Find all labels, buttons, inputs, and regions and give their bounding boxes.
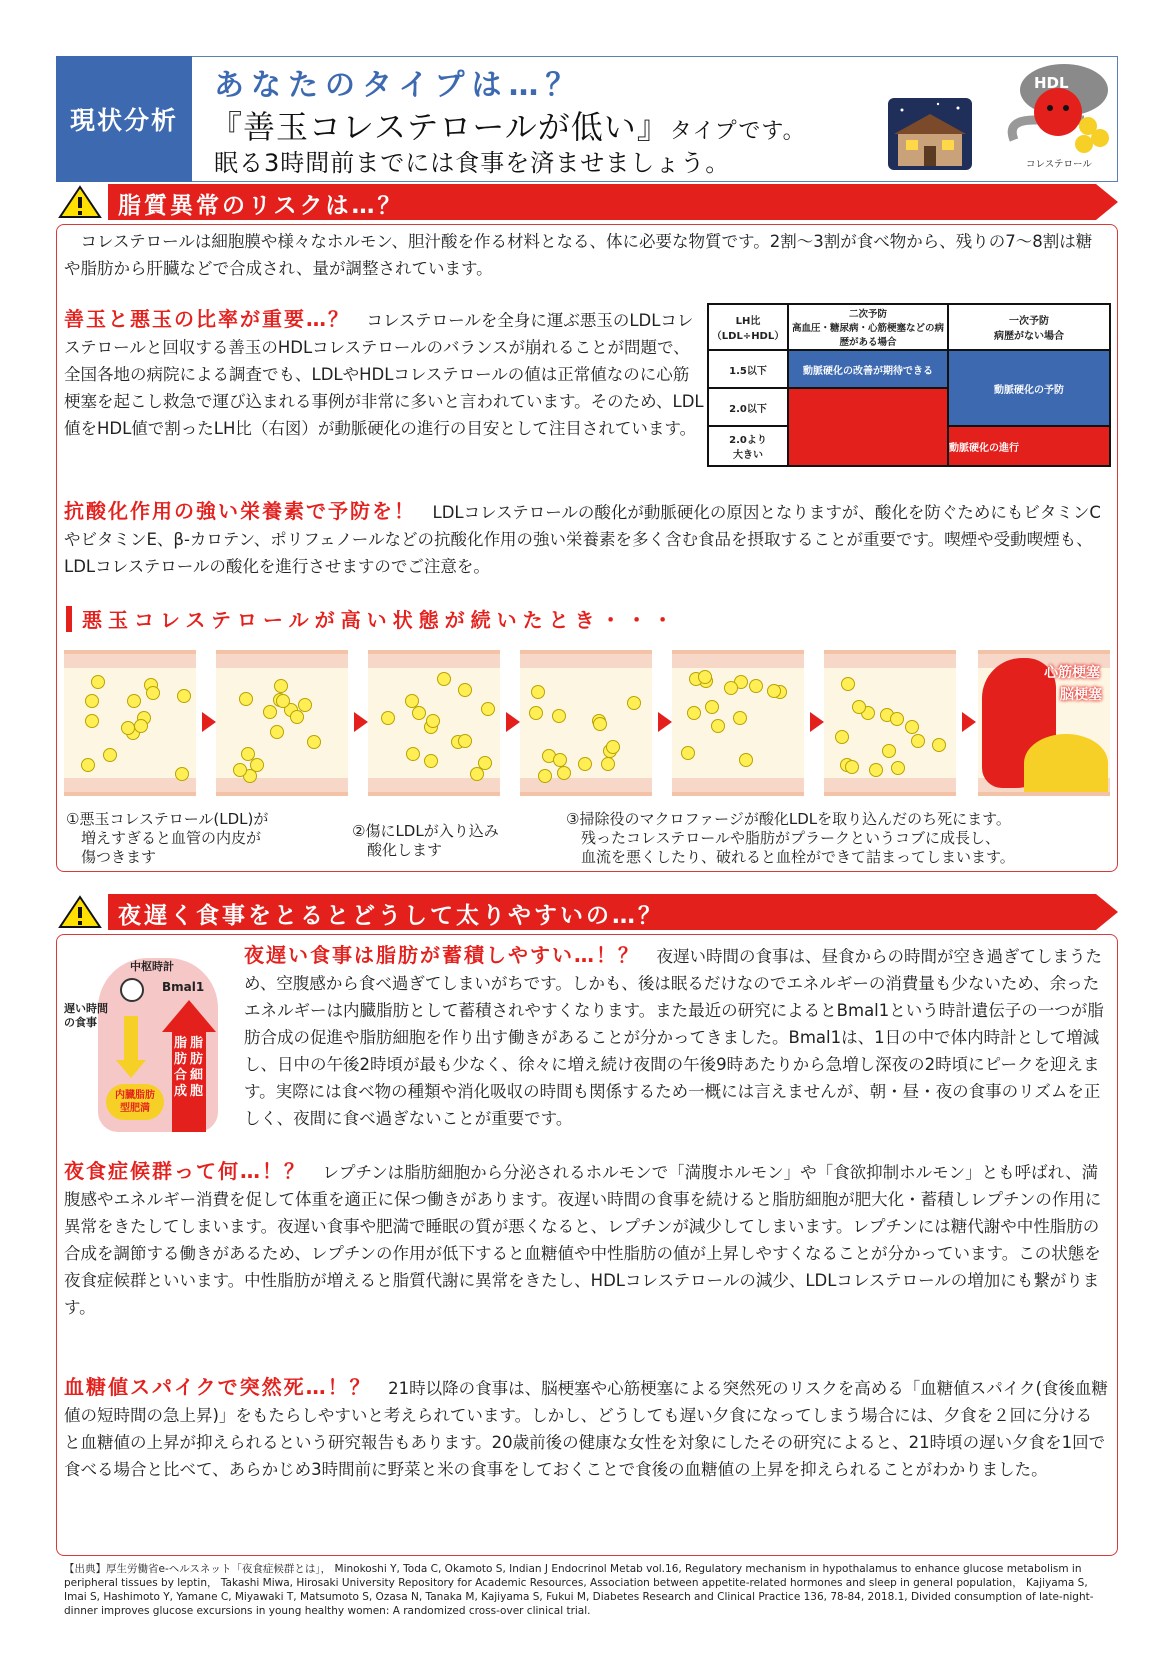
ldl-particle — [529, 706, 543, 720]
late-meal-label: 遅い時間 の食事 — [64, 1002, 108, 1029]
subheading-bar — [66, 606, 72, 632]
lh-cell-improve: 動脈硬化の改善が期待できる — [788, 350, 948, 388]
infarction-label-brain: 脳梗塞 — [1060, 687, 1102, 703]
ldl-particle — [127, 694, 141, 708]
stage-caption-3: ③掃除役のマクロファージが酸化LDLを取り込んだのち死にます。 残ったコレステロールや脂肪がプラークというコブに成長し、 血流を悪くしたり、破れると血栓ができて詰まってしまいます。 — [566, 810, 1015, 866]
ldl-particle — [932, 738, 946, 752]
night-house-illustration — [888, 98, 972, 170]
ldl-particle — [711, 719, 725, 733]
references: 【出典】厚生労働省e-ヘルスネット「夜食症候群とは」， Minokoshi Y, Toda C, Okamoto S, Indian J Endocrinol Metab vol.16, Regulatory mechanism in hypothalamus to enhance glucose metabolism in peripheral tissues by leptin， Takashi Miwa, Hirosaki University Repository for Academic Resources, Association between appetite-related hormones and sleep in general population， Kajiyama S, Imai S, Hashimoto Y, Yamane C, Miyawaki T, Matsumoto S, Ozasa N, Tanaka M, Kajiyama S, Fukui M, Diabetes Research and Clinical Practice 136, 78-84, 2018.1, Divided consumption of late-night-dinner improves glucose excursions in young healthy women: A randomized cross-over clinical trial. — [64, 1563, 1094, 1617]
ldl-particle — [412, 706, 426, 720]
hdl-badge-text: HDL — [1034, 74, 1069, 92]
ldl-particle — [424, 754, 438, 768]
ldl-particle — [177, 689, 191, 703]
visceral-obesity-badge: 内臓脂肪 型肥満 — [106, 1084, 164, 1120]
ldl-particle — [175, 767, 189, 781]
antioxidant-paragraph — [64, 498, 1108, 580]
figure-float — [64, 942, 244, 1122]
header-label: 現状分析 — [56, 56, 192, 182]
night-eating-paragraph — [64, 1158, 1108, 1321]
section2-banner — [56, 894, 1118, 930]
lh-header-ratio: LH比 （LDL÷HDL） — [708, 304, 788, 350]
ldl-particle — [578, 757, 592, 771]
bmal1-label: Bmal1 — [162, 980, 205, 994]
ldl-particle — [687, 706, 701, 720]
ldl-particle — [905, 720, 919, 734]
ldl-particle — [841, 677, 855, 691]
ldl-particle — [103, 748, 117, 762]
antioxidant-heading: 抗酸化作用の強い栄養素で予防を！ — [64, 499, 416, 523]
vessel-diagram — [64, 650, 1112, 800]
ldl-particle — [91, 675, 105, 689]
ldl-particle — [406, 747, 420, 761]
infarction-label-heart: 心筋梗塞 — [1044, 665, 1100, 681]
ldl-particle — [276, 694, 290, 708]
ldl-particle — [263, 705, 277, 719]
ldl-particle — [767, 684, 781, 698]
ldl-particle — [890, 712, 904, 726]
ldl-particle — [121, 721, 135, 735]
ldl-particle — [606, 740, 620, 754]
late-meal-paragraph — [64, 942, 1108, 1132]
ldl-high-subheading: 悪玉コレステロールが高い状態が続いたとき・・・ — [82, 608, 679, 632]
ldl-particle — [437, 672, 451, 686]
ldl-particle — [882, 744, 896, 758]
lh-row-2-0: 2.0以下 — [708, 388, 788, 426]
lh-header-secondary: 二次予防 高血圧・糖尿病・心筋梗塞などの病歴がある場合 — [788, 304, 948, 350]
hdl-character-illustration — [1004, 60, 1112, 172]
ratio-heading: 善玉と悪玉の比率が重要…？ — [64, 307, 350, 331]
ldl-particle — [81, 758, 95, 772]
ldl-particle — [869, 763, 883, 777]
ldl-particle — [134, 719, 148, 733]
section1-banner — [56, 184, 1118, 220]
stage-caption-1: ①悪玉コレステロール(LDL)が 増えすぎると血管の内皮が 傷つきます — [66, 810, 269, 866]
ldl-particle — [85, 694, 99, 708]
ldl-particle — [531, 685, 545, 699]
ldl-particle — [891, 761, 905, 775]
ldl-particle — [557, 766, 571, 780]
glucose-spike-heading: 血糖値スパイクで突然死…！？ — [64, 1375, 372, 1399]
ldl-particle — [749, 679, 763, 693]
ldl-particle — [845, 760, 859, 774]
ldl-particle — [835, 730, 849, 744]
cholesterol-label: コレステロール — [1026, 159, 1092, 170]
ldl-particle — [911, 734, 925, 748]
ldl-particle — [538, 769, 552, 783]
ldl-particle — [270, 725, 284, 739]
ratio-paragraph — [64, 306, 704, 442]
ldl-particle — [681, 746, 695, 760]
ldl-particle — [250, 758, 264, 772]
ldl-particle — [458, 683, 472, 697]
late-meal-text: 夜遅い時間の食事は、昼食からの時間が空き過ぎてしまうため、空腹感から食べ過ぎてしまいがちです。しかも、後は眠るだけなのでエネルギーの消費量も少ないため、余ったエネルギーは内臓脂肪として蓄積されやすくなります。また最近の研究によるとBmal1という時計遺伝子の一つが脂肪合成の促進や脂肪細胞を作り出す働きがあることが分かってきました。Bmal1は、1日の中で体内時計として増減し、日中の午後2時頃が最も少なく、徐々に増え続け夜間の午後9時あたりから急増し深夜の2時頃にピークを迎えます。実際には食べ物の種類や消化吸収の時間も関係するため一概には言えませんが、朝・昼・夜の食事のリズムを正しく、夜間に食べ過ぎないことが重要です。 — [244, 947, 1104, 1128]
ratio-text: コレステロールを全身に運ぶ悪玉のLDLコレステロールと回収する善玉のHDLコレステロールのバランスが崩れることが問題で、全国各地の病院による調査でも、LDLやHDLコレステロールの値は正常値なのに心筋梗塞を起こし救急で運び込まれる事例が非常に多いと言われています。そのため、LDL値をHDL値で割ったLH比（右図）が動脈硬化の進行の目安として注目されています。 — [64, 311, 704, 438]
glucose-spike-paragraph — [64, 1374, 1108, 1483]
ldl-particle — [553, 753, 567, 767]
ldl-particle — [593, 717, 607, 731]
stage-caption-2: ②傷にLDLが入り込み 酸化します — [352, 822, 499, 859]
ldl-particle — [307, 735, 321, 749]
ldl-particle — [290, 710, 304, 724]
ldl-particle — [381, 711, 395, 725]
night-eating-heading: 夜食症候群って何…！？ — [64, 1159, 306, 1183]
antioxidant-text: LDLコレステロールの酸化が動脈硬化の原因となりますが、酸化を防ぐためにもビタミンCやビタミンE、β-カロテン、ポリフェノールなどの抗酸化作用の強い栄養素を多く含む食品を摂取することが重要です。喫煙や受動喫煙も、LDLコレステロールの酸化を進行させますのでご注意を。 — [64, 503, 1101, 576]
fat-synthesis-label: 脂肪合成 — [174, 1036, 188, 1099]
ldl-particle — [458, 734, 472, 748]
ldl-particle — [239, 692, 253, 706]
ldl-particle — [146, 686, 160, 700]
ldl-particles — [64, 650, 1112, 800]
lh-cell-progress: 動脈硬化の進行 — [948, 426, 1110, 466]
header-advice: 眠る3時間前までには食事を済ませましょう。 — [214, 149, 731, 177]
ldl-particle — [85, 714, 99, 728]
cholesterol-intro: コレステロールは細胞膜や様々なホルモン、胆汁酸を作る材料となる、体に必要な物質です。2割～3割が食べ物から、残りの7～8割は糖や脂肪から肝臓などで合成され、量が調整されています。 — [64, 232, 1093, 278]
ldl-particle — [478, 756, 492, 770]
lh-row-over-2-0: 2.0より 大きい — [708, 426, 788, 466]
ldl-particle — [426, 714, 440, 728]
ldl-particle — [724, 681, 738, 695]
ldl-particle — [274, 679, 288, 693]
glucose-spike-text: 21時以降の食事は、脳梗塞や心筋梗塞による突然死のリスクを高める「血糖値スパイク(食後血糖値の短時間の急上昇)」をもたらしやすいと考えられています。しかし、どうしても遅い夕食になってしまう場合には、夕食を２回に分けると血糖値の上昇が抑えられるという研究報告もあります。20歳前後の健康な女性を対象にしたその研究によると、21時頃の遅い夕食を1回で食べる場合と比べて、あらかじめ3時間前に野菜と米の食事をしておくことで食後の血糖値の上昇を抑えられることがわかりました。 — [64, 1379, 1108, 1479]
lh-cell-red — [788, 388, 948, 466]
fat-cell-label: 脂肪細胞 — [190, 1036, 204, 1099]
lh-header-primary: 一次予防 病歴がない場合 — [948, 304, 1110, 350]
lh-ratio-table — [707, 303, 1111, 467]
ldl-particle — [733, 711, 747, 725]
header-type-question: あなたのタイプは…？ — [214, 68, 583, 103]
ldl-particle — [739, 753, 753, 767]
section2-title: 夜遅く食事をとるとどうして太りやすいの…？ — [118, 903, 664, 929]
central-clock-label: 中枢時計 — [130, 960, 174, 973]
ldl-particle — [705, 700, 719, 714]
ldl-particle — [233, 763, 247, 777]
ldl-particle — [601, 757, 615, 771]
type-suffix: タイプです。 — [669, 119, 806, 144]
lh-cell-prevent: 動脈硬化の予防 — [948, 350, 1110, 426]
ldl-particle — [627, 696, 641, 710]
night-eating-text: レプチンは脂肪細胞から分泌されるホルモンで「満腹ホルモン」や「食欲抑制ホルモン」とも呼ばれ、満腹感やエネルギー消費を促して体重を適正に保つ働きがあります。夜遅い時間の食事を続けると脂肪細胞が肥大化・蓄積しレプチンの作用に異常をきたしてしまいます。夜遅い食事や肥満で睡眠の質が悪くなると、レプチンが減少してしまいます。レプチンには糖代謝や中性脂肪の合成を調節する働きがあるため、レプチンの作用が低下すると血糖値や中性脂肪の値が上昇しやすくなることが分かっています。この状態を夜食症候群といいます。中性脂肪が増えると脂質代謝に異常をきたし、HDLコレステロールの減少、LDLコレステロールの増加にも繋がります。 — [64, 1163, 1102, 1317]
ldl-particle — [552, 709, 566, 723]
ldl-particle — [481, 702, 495, 716]
lh-row-1-5: 1.5以下 — [708, 350, 788, 388]
header-type-result — [210, 102, 806, 148]
section1-title: 脂質異常のリスクは…？ — [118, 193, 404, 219]
type-name: 『善玉コレステロールが低い』 — [210, 108, 670, 146]
late-meal-heading: 夜遅い食事は脂肪が蓄積しやすい…！？ — [244, 943, 640, 967]
